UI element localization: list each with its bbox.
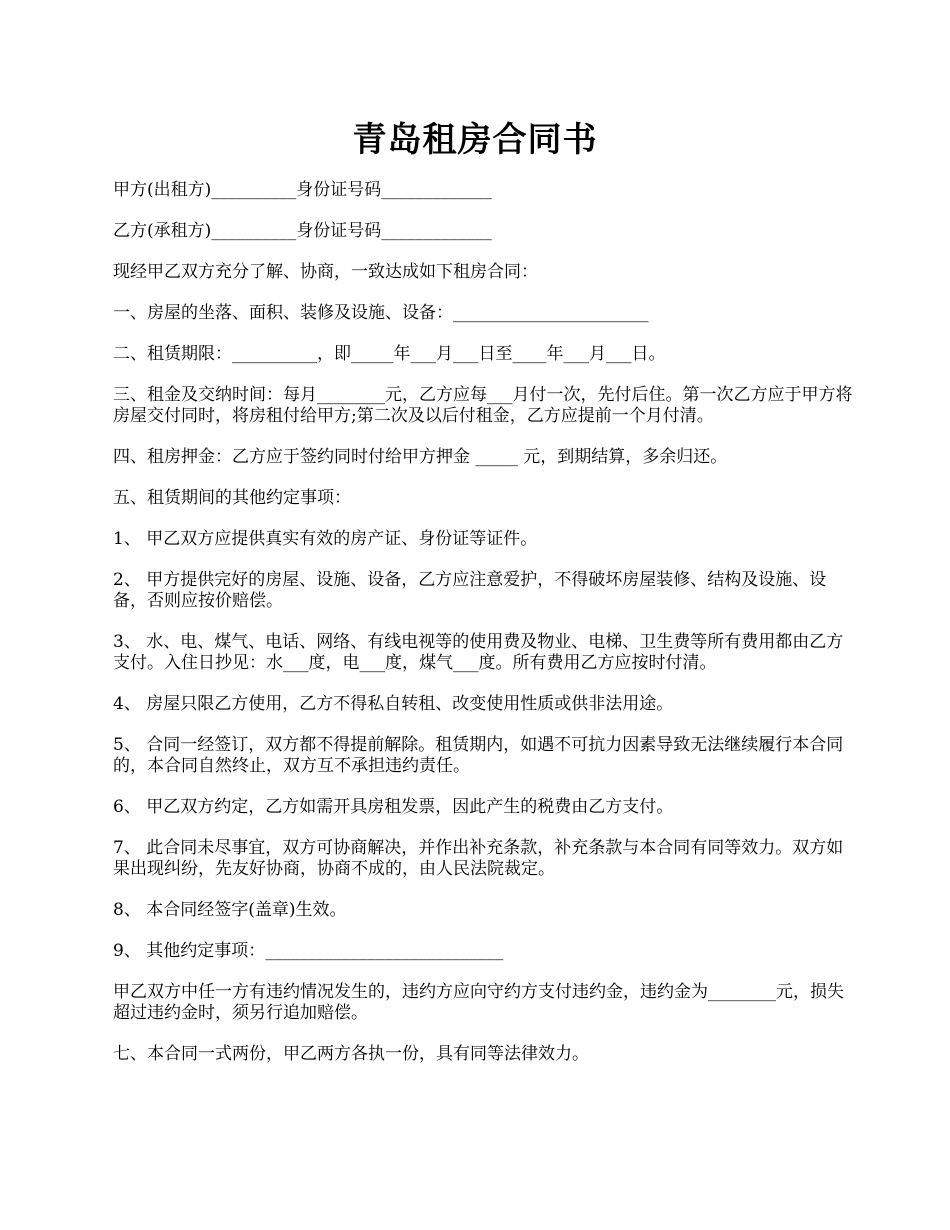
item-2: 2、 甲方提供完好的房屋、设施、设备，乙方应注意爱护，不得破坏房屋装修、结构及设施、设备，否则应按价赔偿。 (113, 570, 827, 611)
item-8: 8、 本合同经签字(盖章)生效。 (113, 900, 347, 920)
item-7: 7、 此合同未尽事宜，双方可协商解决，并作出补充条款，补充条款与本合同有同等效力。双方如果出现纠纷，先友好协商，协商不成的，由人民法院裁定。 (113, 838, 844, 879)
item-1: 1、 甲乙双方应提供真实有效的房产证、身份证等证件。 (113, 529, 538, 549)
clause-1-location: 一、房屋的坐落、面积、装修及设施、设备：_______________________ (113, 303, 649, 323)
document-title: 青岛租房合同书 (352, 120, 598, 160)
clause-3-rent: 三、租金及交纳时间：每月________元，乙方应每___月付一次，先付后住。第一次乙方应于甲方将房屋交付同时，将房租付给甲方;第二次及以后付租金，乙方应提前一个月付清。 (113, 385, 853, 426)
clause-4-deposit: 四、租房押金：乙方应于签约同时付给甲方押金 _____ 元，到期结算，多余归还。 (113, 447, 728, 467)
clause-2-term: 二、租赁期限：__________，即_____年___月___日至____年___月___日。 (113, 344, 666, 364)
clause-5-heading: 五、租赁期间的其他约定事项： (113, 488, 351, 508)
clause-7-copies: 七、本合同一式两份，甲乙两方各执一份，具有同等法律效力。 (113, 1044, 589, 1064)
document-body (113, 180, 853, 1085)
item-4: 4、 房屋只限乙方使用，乙方不得私自转租、改变使用性质或供非法用途。 (113, 694, 674, 714)
item-9: 9、 其他约定事项：____________________________ (113, 941, 504, 961)
party-b-line: 乙方(承租方)__________身份证号码_____________ (113, 221, 492, 241)
item-5: 5、 合同一经签订，双方都不得提前解除。租赁期内，如遇不可抗力因素导致无法继续履行本合同的，本合同自然终止，双方互不承担违约责任。 (113, 735, 844, 776)
item-6: 6、 甲乙双方约定，乙方如需开具房租发票，因此产生的税费由乙方支付。 (113, 797, 674, 817)
item-3: 3、 水、电、煤气、电话、网络、有线电视等的使用费及物业、电梯、卫生费等所有费用都由乙方支付。入住日抄见：水___度，电___度，煤气___度。所有费用乙方应按时付清。 (113, 632, 844, 673)
breach-paragraph: 甲乙双方中任一方有违约情况发生的，违约方应向守约方支付违约金，违约金为________元，损失超过违约金时，须另行追加赔偿。 (113, 982, 844, 1023)
party-a-line: 甲方(出租方)__________身份证号码_____________ (113, 180, 492, 200)
intro-paragraph: 现经甲乙双方充分了解、协商，一致达成如下租房合同： (113, 262, 538, 282)
